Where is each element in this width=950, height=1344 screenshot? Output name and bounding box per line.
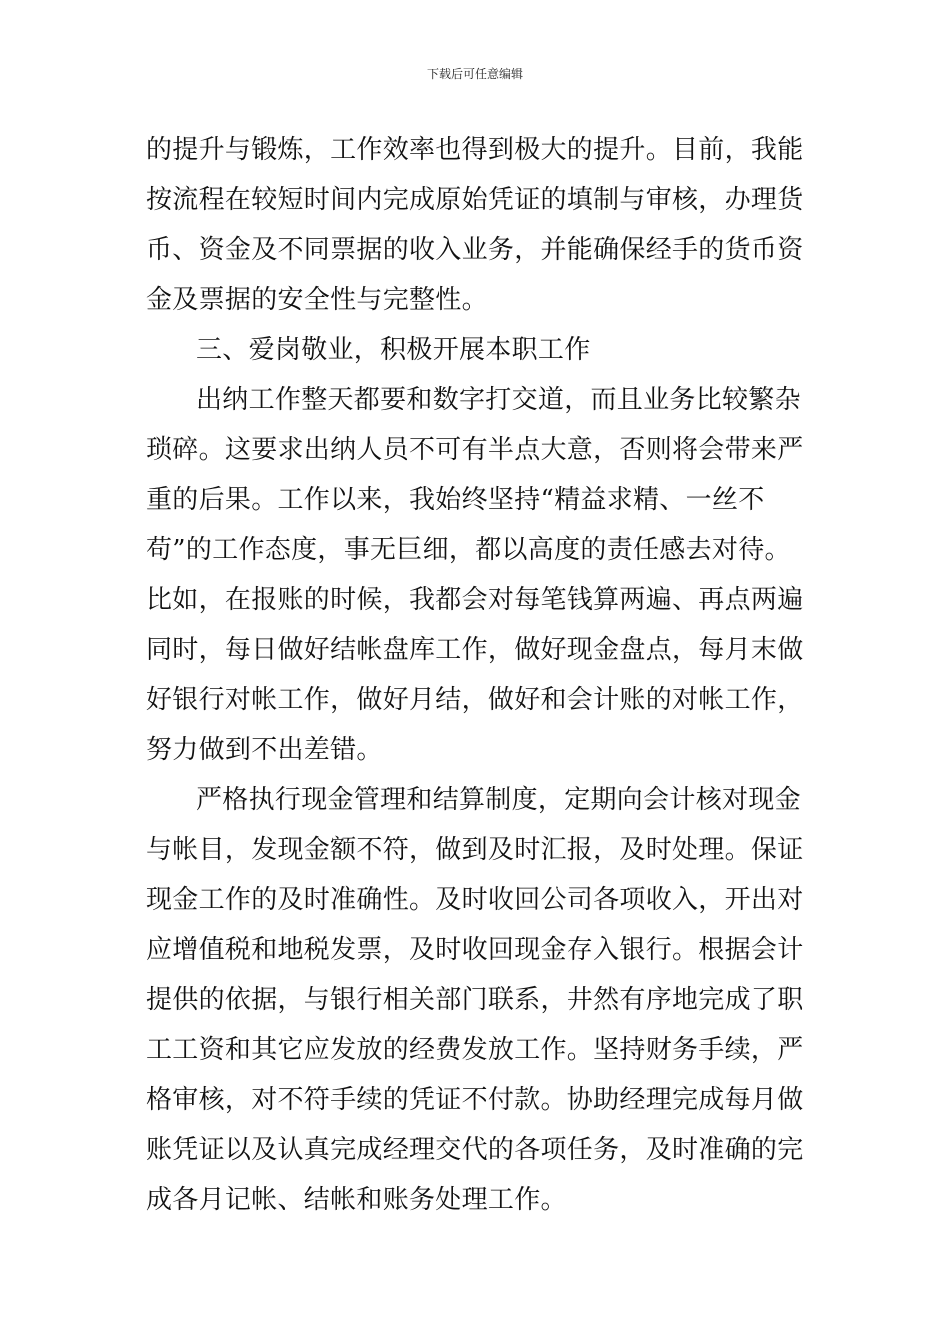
text-line: 与帐目，发现金额不符，做到及时汇报，及时处理。保证 [146,835,804,865]
text-line: 重的后果。工作以来，我始终坚持“精益求精、一丝不 [146,485,765,515]
section-heading: 三、爱岗敬业，积极开展本职工作 [196,335,591,365]
text-line: 应增值税和地税发票，及时收回现金存入银行。根据会计 [146,935,804,965]
text-line: 账凭证以及认真完成经理交代的各项任务，及时准确的完 [146,1135,804,1165]
text-line: 同时，每日做好结帐盘库工作，做好现金盘点，每月末做 [146,635,804,665]
text-line: 工工资和其它应发放的经费发放工作。坚持财务手续，严 [146,1035,804,1065]
text-line: 现金工作的及时准确性。及时收回公司各项收入，开出对 [146,885,804,915]
text-line: 提供的依据，与银行相关部门联系，井然有序地完成了职 [146,985,804,1015]
text-line: 的提升与锻炼，工作效率也得到极大的提升。目前，我能 [146,135,804,165]
text-line: 比如，在报账的时候，我都会对每笔钱算两遍、再点两遍 [146,585,804,615]
text-line: 成各月记帐、结帐和账务处理工作。 [146,1185,567,1215]
text-line: 苟”的工作态度，事无巨细，都以高度的责任感去对待。 [146,535,791,565]
text-line: 出纳工作整天都要和数字打交道，而且业务比较繁杂 [196,385,801,415]
text-line: 格审核，对不符手续的凭证不付款。协助经理完成每月做 [146,1085,804,1115]
text-line: 严格执行现金管理和结算制度，定期向会计核对现金 [196,785,801,815]
text-line: 努力做到不出差错。 [146,735,383,765]
text-line: 金及票据的安全性与完整性。 [146,285,488,315]
text-line: 好银行对帐工作，做好月结，做好和会计账的对帐工作， [146,685,804,715]
page-header: 下载后可任意编辑 [426,67,523,81]
text-line: 按流程在较短时间内完成原始凭证的填制与审核，办理货 [146,185,804,215]
text-line: 琐碎。这要求出纳人员不可有半点大意，否则将会带来严 [146,435,804,465]
text-line: 币、资金及不同票据的收入业务，并能确保经手的货币资 [146,235,804,265]
